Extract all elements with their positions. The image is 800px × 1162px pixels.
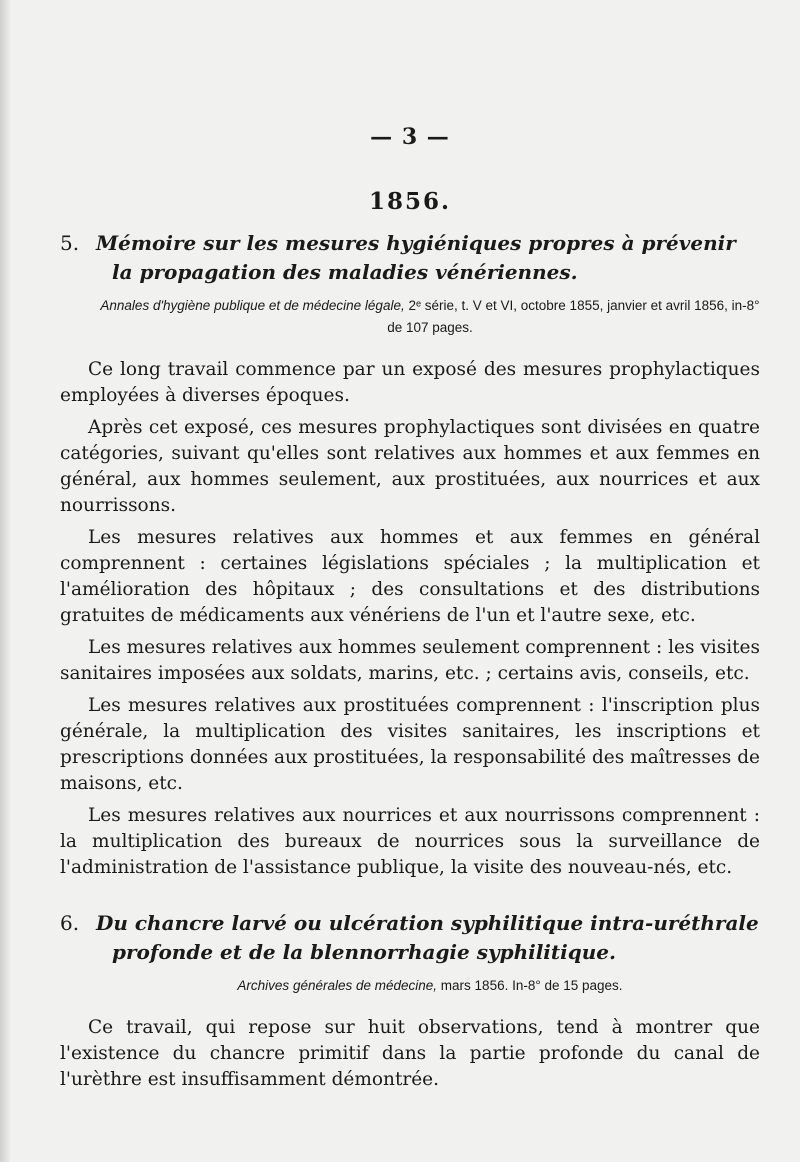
paragraph: Les mesures relatives aux prostituées comprennent : l'inscription plus générale, la multiplication des visites sanitaires, les inscriptions et prescriptions données aux prostituées, la responsabilité des maîtresses de maisons, etc. — [60, 695, 760, 794]
entry-title — [60, 229, 760, 287]
entry-title — [60, 909, 760, 967]
entry-number: 5. — [60, 231, 80, 255]
paragraph: Les mesures relatives aux hommes seulement comprennent : les visites sanitaires imposées aux soldats, marins, etc. ; certains avis, conseils, etc. — [60, 637, 760, 684]
paragraph: Ce long travail commence par un exposé des mesures prophylactiques employées à diverses époques. — [60, 359, 760, 406]
entry-citation — [60, 975, 760, 997]
section-gap — [60, 887, 760, 909]
document-page — [60, 124, 760, 1099]
citation-details: mars 1856. In-8° de 15 pages. — [437, 978, 623, 993]
entry-6 — [60, 909, 760, 1093]
paragraph: Les mesures relatives aux nourrices et aux nourrissons comprennent : la multiplication des bureaux de nourrices sous la surveillance de l'administration de l'assistance publique, la visite des nouveau-nés, etc. — [60, 805, 760, 878]
citation-details: 2ᵉ série, t. V et VI, octobre 1855, janvier et avril 1856, in-8° de 107 pages. — [387, 298, 760, 335]
entry-title-text: Mémoire sur les mesures hygiéniques propres à prévenir la propagation des maladies vénériennes. — [96, 231, 736, 284]
citation-journal: Archives générales de médecine, — [237, 978, 438, 993]
paragraph: Après cet exposé, ces mesures prophylactiques sont divisées en quatre catégories, suivant qu'elles sont relatives aux hommes et aux femmes en général, aux hommes seulement, aux prostituées, aux nourrices et aux nourrissons. — [60, 417, 760, 516]
paragraph: Les mesures relatives aux hommes et aux femmes en général comprennent : certaines législations spéciales ; la multiplication et l'amélioration des hôpitaux ; des consultations et des distributions gratuites de médicaments aux vénériens de l'un et l'autre sexe, etc. — [60, 527, 760, 626]
paragraph: Ce travail, qui repose sur huit observations, tend à montrer que l'existence du chancre primitif dans la partie profonde du canal de l'urèthre est insuffisamment démontrée. — [60, 1017, 760, 1090]
page-number: — 3 — — [370, 124, 450, 150]
year-heading: 1856. — [368, 188, 452, 215]
citation-journal: Annales d'hygiène publique et de médecine légale, — [100, 298, 405, 313]
entry-number: 6. — [60, 911, 80, 935]
entry-title-text: Du chancre larvé ou ulcération syphilitique intra-uréthrale profonde et de la blennorrhagie syphilitique. — [96, 911, 759, 964]
entry-5 — [60, 229, 760, 881]
entry-citation — [60, 295, 760, 339]
page-edge — [0, 0, 10, 1162]
